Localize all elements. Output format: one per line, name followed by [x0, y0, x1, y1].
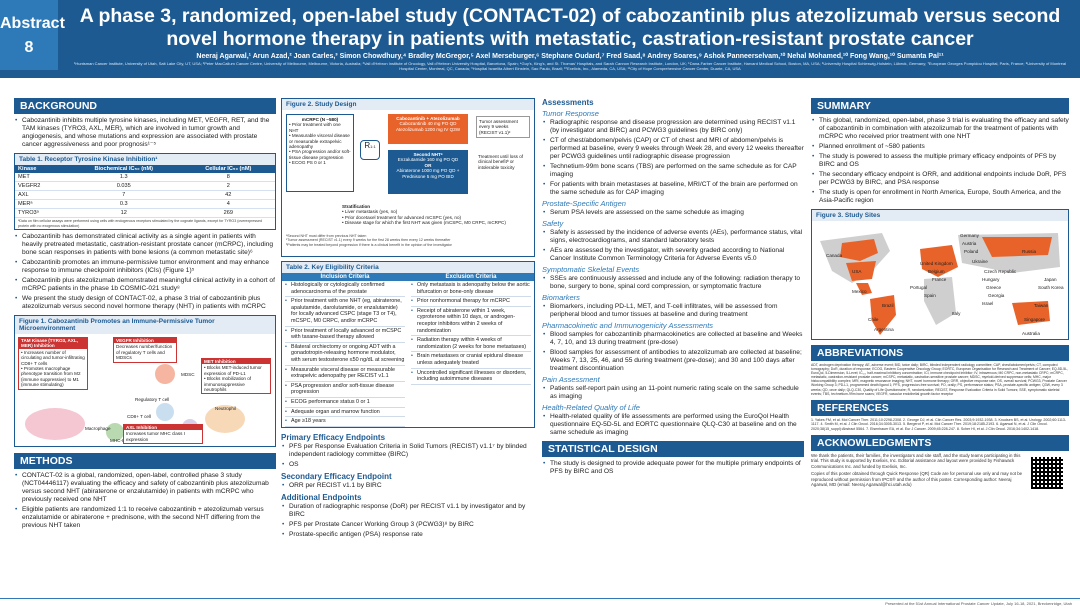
- exclusion-criterion: • Brain metastases or cranial epidural disease unless adequately treated: [411, 352, 531, 368]
- additional-endpoint-3: • Prostate-specific antigen (PSA) response rate: [281, 531, 535, 539]
- figure-2: [281, 98, 535, 257]
- exclusion-criterion: • Prior nonhormonal therapy for mCRPC: [411, 297, 531, 307]
- abstract-label: Abstract: [0, 15, 65, 32]
- inclusion-criterion: • Prior treatment with one NHT (eg, abiraterone, apalutamide, darolutamide, or enzalutamide) for locally advanced CSPC (stage T3 or T4), mCSPC, M0 CRPC, and/or mCRPC: [285, 297, 405, 326]
- background-bullet-5: • We present the study design of CONTACT-02, a phase 3 trial of cabozantinib plus atezolizumab versus second novel hormone therapy (NHT) in patients with mCRPC: [14, 295, 276, 311]
- mhc-label: MHC-I: [110, 438, 124, 443]
- primary-endpoint-1: • PFS per Response Evaluation Criteria in Solid Tumors (RECIST) v1.1⁷ by blinded independent radiology committee (BIRC): [281, 443, 535, 459]
- arm-2-box: [388, 150, 468, 194]
- table-cell: 12: [66, 209, 182, 218]
- country-label: Mexico: [852, 289, 867, 294]
- inclusion-criterion: • Histologically or cytologically confirmed adenocarcinoma of the prostate: [285, 281, 405, 297]
- criteria-body: [282, 281, 534, 427]
- secondary-endpoint-1: • ORR per RECIST v1.1 by BIRC: [281, 482, 535, 490]
- table-cell: AXL: [15, 191, 66, 200]
- table-1: [14, 153, 276, 230]
- column-1: [14, 98, 276, 532]
- summary-1: • This global, randomized, open-label, phase 3 trial is evaluating the efficacy and safety of cabozantinib in combination with atezolizumab for the treatment of patients with mCRPC who received prior treatment with one NHT: [811, 117, 1069, 141]
- country-label: Poland: [964, 249, 979, 254]
- inclusion-criterion: • Adequate organ and marrow function: [285, 408, 405, 418]
- world-map: [812, 221, 1068, 339]
- figure-3: [811, 209, 1069, 340]
- table-1-title: Table 1. Receptor Tyrosine Kinase Inhibition¹: [15, 154, 275, 165]
- primary-endpoints-heading: Primary Efficacy Endpoints: [281, 432, 386, 442]
- country-label: Czech Republic: [984, 269, 1017, 274]
- tumor-response-3: • Technetium-99m bone scans (TBS) are performed on the same schedule as for CAP imaging: [542, 163, 804, 179]
- table-row: [15, 200, 275, 209]
- tam-inhibition-label: TAM Kinase (TYRO3, AXL, MER) Inhibition: [19, 338, 87, 349]
- pain-1: • Patients self-report pain using an 11-point numeric rating scale on the same schedule as imaging: [542, 385, 804, 401]
- country-label: USA: [852, 269, 862, 274]
- footer: Presented at the 51st Annual International Prostate Cancer Update, July 16-18, 2021, Breckenridge, Utah: [0, 598, 1080, 608]
- table-2-title: Table 2. Key Eligibility Criteria: [282, 262, 534, 273]
- safety-heading: Safety: [542, 219, 564, 228]
- randomization-box: [360, 140, 380, 160]
- figure-3-title: Figure 3. Study Sites: [812, 210, 1068, 221]
- country-label: Taiwan: [1034, 303, 1049, 308]
- population-criterion: • Prior treatment with one NHT: [289, 122, 341, 133]
- macrophage-label: Macrophage: [85, 426, 111, 431]
- background-bullet-1: • Cabozantinib inhibits multiple tyrosine kinases, including MET, VEGFR, RET, and the TAM kinases (TYRO3, AXL, MER), which are involved in tumor growth and angiogenesis, and whose mutations and expression are associated with prostate cancer aggressiveness and poor prognosis¹⁻⁵: [14, 117, 276, 149]
- country-label: Brazil: [882, 303, 894, 308]
- country-label: Greece: [986, 285, 1002, 290]
- country-label: Germany: [960, 233, 979, 238]
- country-label: Belgium: [928, 269, 945, 274]
- country-label: Russia: [1022, 249, 1037, 254]
- study-design-notes: ᵃSecond NHT must differ from previous NHT taken ᶜTumor assessment (RECIST v1.1) every 9 weeks for the first 28 weeks then every 12 weeks thereafter ᵇPatients may be treated beyond progression if there is a clinical benefit in the opinion of the investigator: [286, 234, 452, 247]
- methods-heading: METHODS: [14, 453, 276, 469]
- figure-1-diagram: [15, 334, 275, 446]
- references-text: 1. Yakes FM, et al. Mol Cancer Ther. 2011;10:2298-2308. 2. George DJ, et al. Clin Cancer Res. 2003;9:1932-1938. 3. Knudsen BS, et al. Urology. 2002;60:1113-1117. 4. Smith M, et al. J Clin Oncol. 2016;34:3005-3013. 5. Bergerot P, et al. Mol Cancer Ther. 2019;18:2185-2193. 6. Agarwal N, et al. J Clin Oncol. 2020;38(15_suppl):Abstract 5564. 7. Eisenhauer EA, et al. Eur J Cancer. 2009;45:228-247. 8. Scher HI, et al. J Clin Oncol. 2016;34:1402-1418.: [811, 417, 1067, 431]
- country-label: Argentina: [874, 327, 894, 332]
- safety-1: • Safety is assessed by the incidence of adverse events (AEs), performance status, vital signs, electrocardiograms, and standard laboratory tests: [542, 229, 804, 245]
- pain-heading: Pain Assessment: [542, 375, 600, 384]
- qol-1: • Health-related quality of life assessments are performed using the EuroQol Health questionnaire EQ-5D-5L and EORTC questionnaire QLQ-C30 at baseline and on the same schedule as imaging: [542, 413, 804, 437]
- population-criterion: • PSA progression and/or soft-tissue disease progression: [289, 149, 351, 160]
- secondary-endpoint-heading: Secondary Efficacy Endpoint: [281, 471, 392, 481]
- column-4: [811, 98, 1069, 497]
- axl-inhibition-text: Increases tumor MHC class I expression: [126, 431, 185, 442]
- inclusion-criterion: • Prior treatment of locally advanced or mCSPC with taxane-based therapy allowed: [285, 327, 405, 343]
- table-cell: MET: [15, 173, 66, 182]
- abstract-badge: [0, 0, 65, 70]
- statistical-design-heading: STATISTICAL DESIGN: [542, 441, 804, 457]
- vegfr-inhibition-text: Decreases number/function of regulatory T cells and MDSCs: [116, 344, 173, 361]
- table-cell: 4: [182, 200, 275, 209]
- table-row: [15, 173, 275, 182]
- author-list: Neeraj Agarwal,¹ Arun Azad,² Joan Carles,³ Simon Chowdhury,⁴ Bradley McGregor,⁵ Axel Merseburger,⁶ Stephane Oudard,⁷ Fred Saad,⁸ Andrey Soares,⁹ Ashok Panneerselvam,¹⁰ Nehal Mohamed,¹⁰ Fong Wang,¹⁰ Sumanta Pal¹¹: [196, 53, 944, 60]
- summary-4: • The secondary efficacy endpoint is ORR, and additional endpoints include DoR, PFS per PCWG3 by BIRC, and PSA response: [811, 171, 1069, 187]
- population-box: [286, 114, 354, 192]
- country-label: Chile: [868, 317, 879, 322]
- safety-2: • AEs are assessed by the investigator, with severity graded according to National Cancer Institute Common Terminology Criteria for Adverse Events v5.0: [542, 247, 804, 263]
- stratification-block: [342, 204, 532, 226]
- arm-1-box: [388, 114, 468, 144]
- country-label: Spain: [924, 293, 936, 298]
- summary-5: • The study is open for enrollment in North America, Europe, South America, and the Asia-Pacific region: [811, 189, 1069, 205]
- table-cell: VEGFR2: [15, 182, 66, 191]
- country-label: Australia: [1022, 331, 1040, 336]
- acknowledgments-heading: ACKNOWLEDGMENTS: [811, 435, 1069, 451]
- biomarkers-heading: Biomarkers: [542, 293, 580, 302]
- table-row: [15, 209, 275, 218]
- exclusion-header: Exclusion Criteria: [408, 273, 534, 281]
- arm-1-drug-b: Atezolizumab 1200 mg IV Q3W: [395, 126, 461, 132]
- country-label: France: [932, 277, 947, 282]
- table-cell: 8: [182, 173, 275, 182]
- population-criterion: • ECOG PS 0 or 1: [289, 160, 326, 166]
- tumor-response-2: • CT of chest/abdomen/pelvis (CAP) or CT of chest and MRI of abdomen/pelvis is performed at baseline, every 9 weeks through Week 28, and every 12 weeks thereafter per PCWG3 guidelines until radiographic disease progression: [542, 137, 804, 161]
- qol-heading: Health-Related Quality of Life: [542, 403, 640, 412]
- study-design-diagram: [282, 110, 534, 256]
- inclusion-criterion: • Measurable visceral disease or measurable extrapelvic adenopathy per RECIST v1.1: [285, 366, 405, 382]
- met-inhibition-text: • Blocks MET-induced tumor expression of PD-L1 • Blocks mobilization of immunosuppressive neutrophils: [204, 365, 262, 393]
- tumor-response-4: • For patients with brain metastases at baseline, MRI/CT of the brain are performed on the same schedule as for CAP imaging: [542, 181, 804, 197]
- abbreviations-heading: ABBREVIATIONS: [811, 345, 1069, 361]
- table-cell: 42: [182, 191, 275, 200]
- treatment-until-text: Treatment until loss of clinical benefitᵇ or intolerable toxicity: [478, 154, 524, 170]
- stratification-title: Stratification: [342, 204, 371, 209]
- table-1-header: Biochemical IC₅₀ (nM): [66, 165, 182, 173]
- column-2: [281, 98, 535, 541]
- additional-endpoints-heading: Additional Endpoints: [281, 492, 362, 502]
- exclusion-criterion: • Only metastasis is adenopathy below the aortic bifurcation or bone-only disease: [411, 281, 531, 297]
- arm-2-drug-a: Enzalutamide 160 mg PO QD: [397, 157, 459, 163]
- population-title: mCRPC (N ~580): [301, 117, 339, 122]
- pk-1: • Blood samples for cabozantinib pharmacokinetics are collected at baseline and Weeks 4, 7, 10, and 13 during treatment (pre-dose): [542, 331, 804, 347]
- psa-heading: Prostate-Specific Antigen: [542, 199, 626, 208]
- table-2: [281, 261, 535, 428]
- country-label: Georgia: [988, 293, 1005, 298]
- stratification-factor: • Liver metastasis (yes, no): [342, 209, 398, 215]
- table-1-header: Kinase: [15, 165, 66, 173]
- treg-label: Regulatory T cell: [135, 397, 170, 402]
- figure-1: [14, 315, 276, 447]
- inclusion-criterion: • Bilateral orchiectomy or ongoing ADT with a gonadotropin-releasing hormone modulator, with serum testosterone ≤50 ng/dL at screening: [285, 343, 405, 366]
- header-banner: [0, 0, 1080, 78]
- randomization-ratio: 1:1: [370, 144, 376, 149]
- qr-code[interactable]: [1031, 457, 1063, 489]
- stratification-factor: • Disease stage for which the first NHT was given (mCSPC, M0 CRPC, mCRPC): [342, 220, 506, 226]
- inclusion-criterion: • ECOG performance status 0 or 1: [285, 398, 405, 408]
- country-label: Hungary: [982, 277, 1000, 282]
- table-cell: 2: [182, 182, 275, 191]
- psa-1: • Serum PSA levels are assessed on the same schedule as imaging: [542, 209, 804, 217]
- country-label: South Korea: [1038, 285, 1064, 290]
- statistical-design-1: • The study is designed to provide adequate power for the multiple primary endpoints of PFS by BIRC and OS: [542, 460, 804, 476]
- met-inhibition-label: MET Inhibition: [202, 359, 270, 364]
- table-cell: 0.3: [66, 200, 182, 209]
- background-bullet-4: • Cabozantinib plus atezolizumab demonstrated meaningful clinical activity in a cohort of mCRPC patients in the phase 1b COSMIC-021 study⁸: [14, 277, 276, 293]
- arm-2-title: Second NHTᵃ: [413, 152, 443, 157]
- background-bullet-3: • Cabozantinib promotes an immune-permissive tumor environment and may enhance response to immune checkpoint inhibitors (ICIs) (Figure 1)⁵: [14, 259, 276, 275]
- neutrophil-label: Neutrophil: [215, 406, 236, 411]
- country-label: United Kingdom: [920, 261, 953, 266]
- table-1-header: Cellular IC₅₀ (nM): [182, 165, 275, 173]
- methods-bullet-2: • Eligible patients are randomized 1:1 to receive cabozantinib + atezolizumab versus enzalutamide or abiraterone + prednisone, with the second NHT differing from the previous NHT taken: [14, 506, 276, 530]
- references-heading: REFERENCES: [811, 400, 1069, 416]
- tumor-response-heading: Tumor Response: [542, 109, 599, 118]
- country-label: Ukraine: [972, 259, 988, 264]
- figure-1-title: Figure 1. Cabozantinib Promotes an Immune-Permissive Tumor Microenvironment: [15, 316, 275, 334]
- stratification-factor: • Prior docetaxel treatment for advanced mCSPC (yes, no): [342, 214, 462, 220]
- summary-3: • The study is powered to assess the multiple primary efficacy endpoints of PFS by BIRC and OS: [811, 153, 1069, 169]
- background-bullet-2: • Cabozantinib has demonstrated clinical activity as a single agent in patients with heavily pretreated metastatic, castration-resistant prostate cancer (mCRPC), including bone scan responses in patients with bone lesions (a common metastatic site)⁶: [14, 233, 276, 257]
- table-cell: 7: [66, 191, 182, 200]
- exclusion-criterion: • Uncontrolled significant illnesses or disorders, including autoimmune diseases: [411, 369, 531, 385]
- assessments-heading: Assessments: [542, 98, 594, 107]
- table-cell: TYRO3ᵃ: [15, 209, 66, 218]
- abstract-number: 8: [24, 39, 34, 56]
- table-cell: 1.3: [66, 173, 182, 182]
- country-label: Italy: [952, 311, 961, 316]
- country-label: Canada: [826, 253, 843, 258]
- randomization-label: R: [364, 141, 371, 150]
- table-cell: 0.035: [66, 182, 182, 191]
- table-cell: MERᵃ: [15, 200, 66, 209]
- inclusion-header: Inclusion Criteria: [282, 273, 408, 281]
- summary-2: • Planned enrollment of ~580 patients: [811, 143, 1069, 151]
- arm-1-title: Cabozantinib + Atezolizumab: [396, 116, 460, 121]
- acknowledgments-text: We thank the patients, their families, the investigators and site staff, and the study teams participating in this trial. This study is supported by Exelixis, Inc. Editorial assistance and layout were provided by Fishawack Communications Inc. and funded by Exelixis, Inc.: [811, 452, 1021, 469]
- affiliations: ¹Huntsman Cancer Institute, University of Utah, Salt Lake City, UT, USA; ²Peter MacCallum Cancer Centre, University of Melbourne, Melbourne, Victoria, Australia; ³Vall d'Hebron Institute of Oncology, Vall d'Hebron University Hospital, Barcelona, Spain; ⁴Guy's, King's, and St. Thomas' Hospitals, and Sarah Cannon Research Institute, London, UK; ⁵Dana-Farber Cancer Institute, Harvard Medical School, Boston, MA, USA; ⁶University Hospital Schleswig-Holstein, Lübeck, Germany; ⁷European Georges Pompidou Hospital, Paris, France; ⁸University of Montreal Hospital Center, Montreal, QC, Canada; ⁹Hospital Israelita Albert Einstein, Sao Paulo, Brazil; ¹⁰Exelixis, Inc., Alameda, CA, USA; ¹¹City of Hope Comprehensive Cancer Center, Duarte, CA, USA: [74, 61, 1066, 71]
- tumor-response-1: • Radiographic response and disease progression are determined using RECIST v1.1 (by investigator and BIRC) and PCWG3 guidelines (by BIRC only): [542, 119, 804, 135]
- criteria-header: [282, 273, 534, 281]
- tumor-assessment-box: Tumor assessment every 9 weeks (RECIST v1.1)ᶜ: [476, 116, 530, 138]
- additional-endpoint-2: • PFS per Prostate Cancer Working Group 3 (PCWG3)⁸ by BIRC: [281, 521, 535, 529]
- poster-copies-text: Copies of this poster obtained through Quick Response (QR) Code are for personal use only and may not be reproduced without permission from IPCS® and the author of this poster. Corresponding author: Neeraj Agarwal, MD (email: Neeraj.Agarwal@hci.utah.edu): [811, 471, 1023, 488]
- background-heading: BACKGROUND: [14, 98, 276, 114]
- cd8-label: CD8+ T cell: [127, 414, 151, 419]
- inclusion-criterion: • Age ≥18 years: [285, 417, 405, 427]
- country-label: Portugal: [910, 285, 928, 290]
- arm-2-or: OR: [424, 162, 432, 168]
- methods-bullet-1: • CONTACT-02 is a global, randomized, open-label, controlled phase 3 study (NCT04446117) evaluating the efficacy and safety of cabozantinib plus atezolizumab versus second NHT (abiraterone or enzalutamide) in patients with mCRPC who previously received one NHT: [14, 472, 276, 504]
- country-label: Japan: [1044, 277, 1057, 282]
- poster-title: A phase 3, randomized, open-label study (CONTACT-02) of cabozantinib plus atezolizumab versus second novel hormone therapy in patients with metastatic, castration-resistant prostate cancer: [79, 5, 1061, 50]
- table-cell: 269: [182, 209, 275, 218]
- sse-heading: Symptomatic Skeletal Events: [542, 265, 640, 274]
- table-1-note: ᵃData on film cellular assays were performed using cells with endogenous receptors stimulated by the cognate ligands, except for TYRO3 (overexpressed protein with no exogenous stimulation): [18, 219, 262, 228]
- biomarkers-1: • Biomarkers, including PD-L1, MET, and T-cell infiltrates, will be assessed from peripheral blood and tumor tissues at baseline and during treatment: [542, 303, 804, 319]
- arm-1-drug-a: Cabozantinib 40 mg PO QD: [399, 121, 457, 127]
- summary-heading: SUMMARY: [811, 98, 1069, 114]
- tam-inhibition-box: [18, 337, 88, 390]
- acknowledgments-block: [811, 453, 1069, 497]
- primary-endpoint-2: • OS: [281, 461, 535, 469]
- vegfr-inhibition-box: [113, 337, 177, 363]
- table-row: [15, 191, 275, 200]
- sse-1: • SSEs are continuously assessed and include any of the following: radiation therapy to bone, surgery to bone, spinal cord compression, or symptomatic fracture: [542, 275, 804, 291]
- axl-inhibition-label: AXL Inhibition: [124, 425, 202, 430]
- figure-2-title: Figure 2. Study Design: [282, 99, 534, 110]
- column-3: [542, 98, 804, 478]
- pk-heading: Pharmacokinetic and Immunogenicity Assessments: [542, 321, 714, 330]
- population-criterion: • Measurable visceral disease or measurable extrapelvic adenopathy: [289, 133, 350, 150]
- country-label: Israel: [982, 301, 994, 306]
- axl-inhibition-box: [123, 424, 203, 444]
- kinase-table: [15, 165, 275, 218]
- table-row: [15, 182, 275, 191]
- inclusion-criterion: • PSA progression and/or soft-tissue disease progression: [285, 382, 405, 398]
- vegfr-inhibition-label: VEGFR Inhibition: [114, 338, 176, 343]
- arm-2-drug-b: Abiraterone 1000 mg PO QD + Prednisone 5 mg PO BID: [396, 168, 460, 179]
- country-label: Singapore: [1024, 317, 1045, 322]
- country-label: Austria: [962, 241, 977, 246]
- exclusion-criterion: • Radiation therapy within 4 weeks of randomization (2 weeks for bone metastases): [411, 336, 531, 352]
- mdsc-label: MDSC: [181, 372, 195, 377]
- abbreviations-text: ADT, androgen deprivation therapy; AE, adverse event; BID, twice daily; BIRC, blinded independent radiology committee; CAP, chest/abdomen/pelvis; CT, computed tomography; DoR, duration of response; ECOG, Eastern Cooperative Oncology Group; EORTC, European Organisation for Research and Treatment of Cancer; EQ-5D-5L, EuroQol, 5-Dimension, 5-Level; IC₅₀, half-maximal inhibitory concentration; ICI, immune checkpoint inhibitor; IV, intravenous; M0 CRPC, non-metastatic CRPC; mCRPC, metastatic, castration-resistant prostate cancer; mCSPC, metastatic, castration-sensitive prostate cancer; MDSC, myeloid-derived suppressor cells; MHC, major histocompatibility complex; MRI, magnetic resonance imaging; NHT, novel hormone therapy; ORR, objective response rate; OS, overall survival; PCWG3, Prostate Cancer Working Group 3; PD-L1, programmed death ligand 1; PFS, progression-free survival; PO, orally; PS, performance status; PSA, prostate-specific antigen; Q3W, every 3 weeks; QD, once daily; QLQ-C30, Quality of Life Questionnaire; R, randomization; RECIST, Response Evaluation Criteria in Solid Tumors; SSE, symptomatic skeletal events; TBS, technetium-99m bone scans; VEGFR, vascular endothelial growth factor receptor: [811, 363, 1068, 396]
- pk-2: • Blood samples for assessment of antibodies to atezolizumab are collected at baseline; Weeks 7, 13, 25, 46, and 55 during treatment (pre-dose); and 30 and 100 days after treatment discontinuation: [542, 349, 804, 373]
- met-inhibition-box: [201, 358, 271, 394]
- tam-inhibition-text: • Increases number of circulating and tumor-infiltrating CD8+ T cells • Promotes macrophage phenotype transition from M2 (immune suppressive) to M1 (immune stimulating): [21, 349, 85, 388]
- exclusion-criterion: • Receipt of abiraterone within 1 week, cyproterone within 10 days, or androgen-receptor inhibitors within 2 weeks of randomization: [411, 307, 531, 336]
- additional-endpoint-1: • Duration of radiographic response (DoR) per RECIST v1.1 by investigator and by BIRC: [281, 503, 535, 519]
